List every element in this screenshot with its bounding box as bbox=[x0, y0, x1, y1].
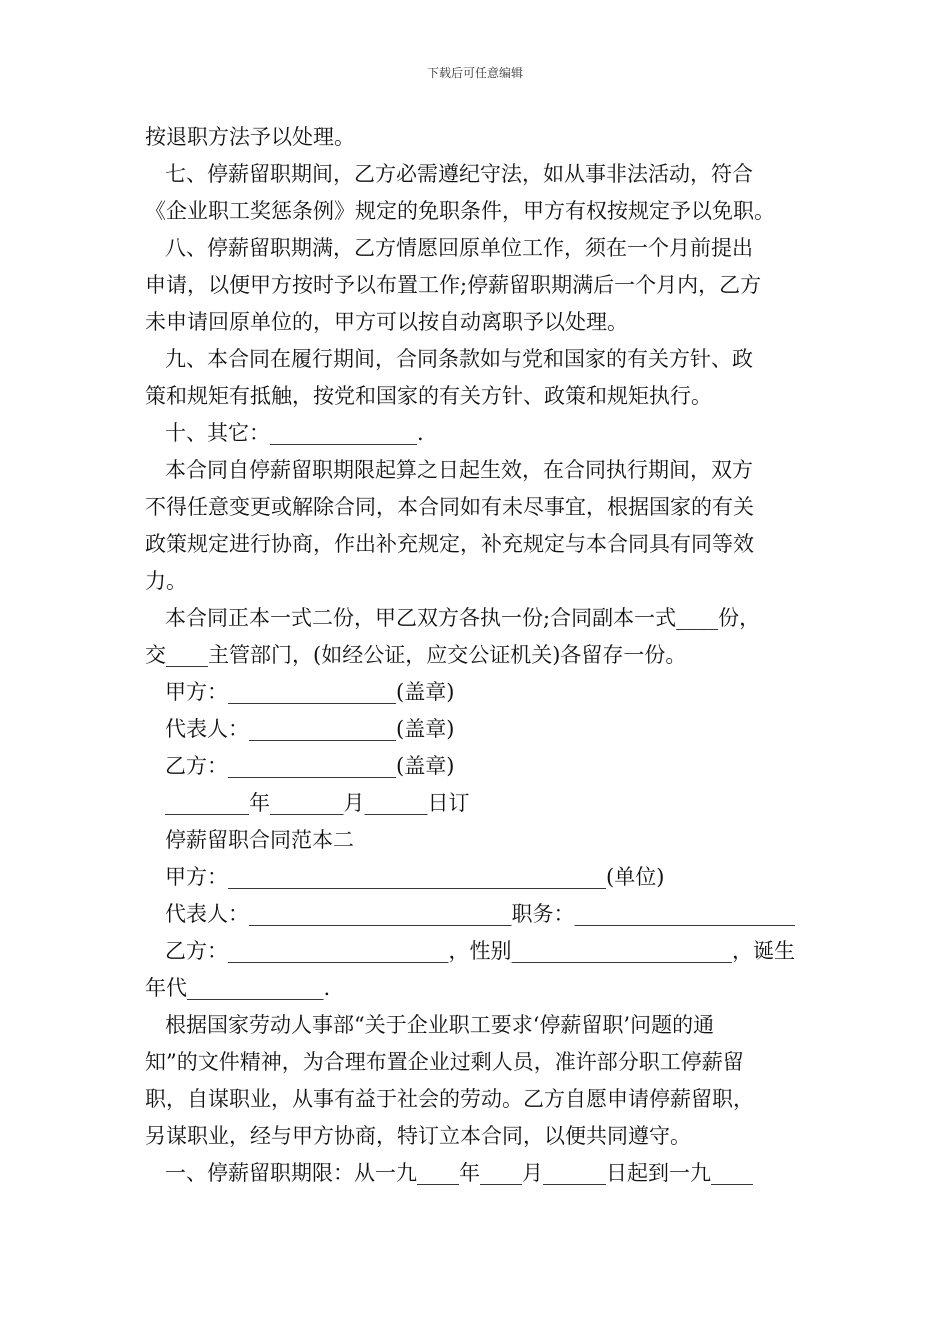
text-line: 根据国家劳动人事部“关于企业职工要求‘停薪留职’问题的通 bbox=[165, 1013, 715, 1037]
text-line: 代表人：_________________________职务：_____________________ bbox=[165, 902, 795, 926]
text-line: 《企业职工奖惩条例》规定的免职条件，甲方有权按规定予以免职。 bbox=[145, 199, 775, 223]
text-line: 力。 bbox=[145, 569, 187, 593]
text-line: 另谋职业，经与甲方协商，特订立本合同，以便共同遵守。 bbox=[145, 1124, 691, 1148]
text-line: 七、停薪留职期间，乙方必需遵纪守法，如从事非法活动，符合 bbox=[165, 162, 753, 186]
text-line: 策和规矩有抵触，按党和国家的有关方针、政策和规矩执行。 bbox=[145, 384, 712, 408]
text-line: 政策规定进行协商，作出补充规定，补充规定与本合同具有同等效 bbox=[145, 532, 754, 556]
text-line: 甲方：____________________________________(单位) bbox=[165, 865, 665, 889]
party-a-signature: 甲方：________________(盖章) bbox=[165, 680, 455, 704]
date-line: ________年_______月______日订 bbox=[165, 791, 470, 815]
text-line: 九、本合同在履行期间，合同条款如与党和国家的有关方针、政 bbox=[165, 347, 753, 371]
text-line: 职，自谋职业，从事有益于社会的劳动。乙方自愿申请停薪留职， bbox=[145, 1087, 754, 1111]
text-line: 知”的文件精神，为合理布置企业过剩人员，准许部分职工停薪留 bbox=[145, 1050, 744, 1074]
text-line: 乙方：_____________________，性别_____________________，诞生 bbox=[165, 939, 795, 963]
text-line: 十、其它：______________. bbox=[165, 421, 424, 445]
text-line: 本合同正本一式二份，甲乙双方各执一份;合同副本一式____份， bbox=[165, 606, 761, 630]
text-line: 按退职方法予以处理。 bbox=[145, 125, 355, 149]
text-line: 不得任意变更或解除合同，本合同如有未尽事宜，根据国家的有关 bbox=[145, 495, 754, 519]
representative-signature: 代表人：______________(盖章) bbox=[165, 717, 455, 741]
party-b-signature: 乙方：________________(盖章) bbox=[165, 754, 455, 778]
text-line: 年代_____________. bbox=[145, 976, 331, 1000]
section-title: 停薪留职合同范本二 bbox=[165, 828, 354, 852]
text-line: 未申请回原单位的，甲方可以按自动离职予以处理。 bbox=[145, 310, 628, 334]
text-line: 一、停薪留职期限：从一九____年____月______日起到一九____ bbox=[165, 1161, 753, 1185]
text-line: 申请，以便甲方按时予以布置工作;停薪留职期满后一个月内，乙方 bbox=[145, 273, 762, 297]
text-line: 八、停薪留职期满，乙方情愿回原单位工作，须在一个月前提出 bbox=[165, 236, 753, 260]
page-header: 下载后可任意编辑 bbox=[426, 66, 523, 80]
text-line: 交____主管部门，(如经公证，应交公证机关)各留存一份。 bbox=[145, 643, 687, 667]
text-line: 本合同自停薪留职期限起算之日起生效，在合同执行期间，双方 bbox=[165, 458, 753, 482]
